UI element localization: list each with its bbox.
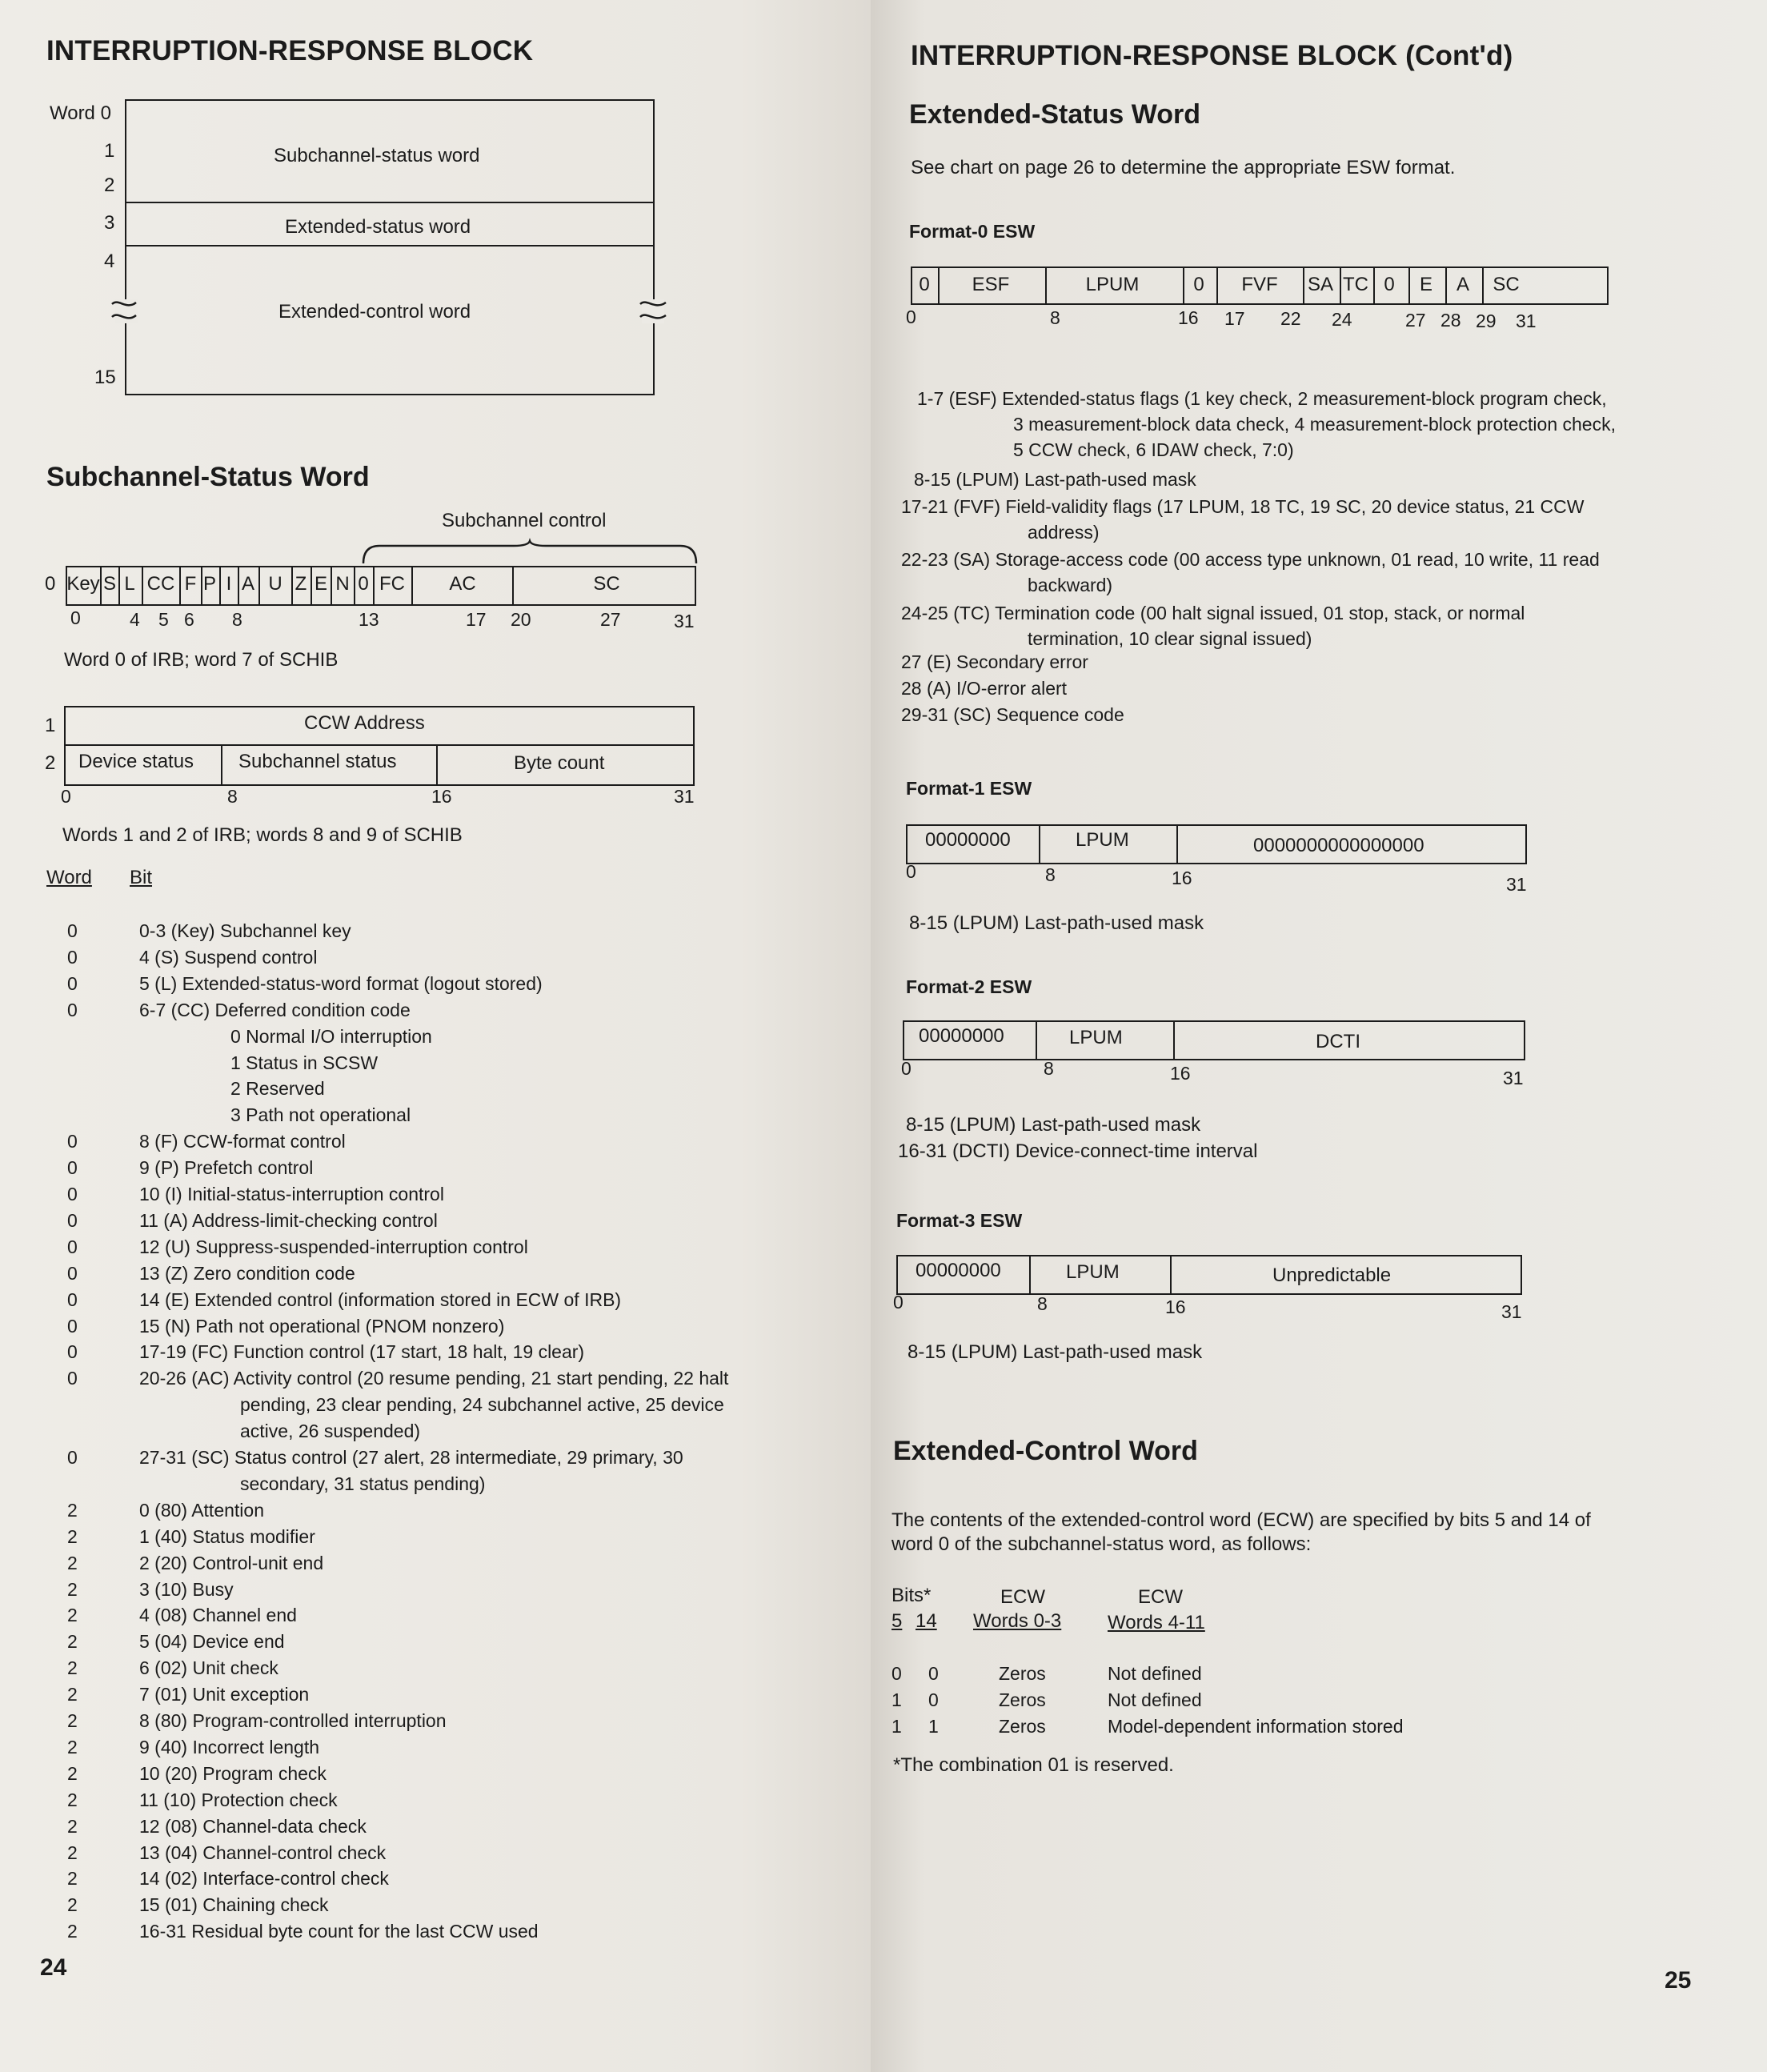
table-word: 0 bbox=[67, 1341, 78, 1363]
right-page bbox=[871, 0, 1767, 2072]
table-bit-desc: 12 (U) Suppress-suspended-interruption control bbox=[139, 1236, 528, 1257]
bit-label: 0 bbox=[906, 307, 916, 327]
table-bit-desc: 16-31 Residual byte count for the last CCW used bbox=[139, 1921, 539, 1942]
format0-desc-line: address) bbox=[1028, 522, 1100, 543]
bit-label: 0 bbox=[893, 1292, 904, 1313]
format0-desc-line: 29-31 (SC) Sequence code bbox=[901, 704, 1124, 725]
scsw-caption: Word 0 of IRB; word 7 of SCHIB bbox=[64, 649, 339, 671]
table-bit-desc: 4 (08) Channel end bbox=[139, 1605, 297, 1626]
field-divider bbox=[938, 267, 940, 305]
format1-field: 0000000000000000 bbox=[1253, 835, 1424, 856]
bit-label: 8 bbox=[1050, 307, 1060, 328]
byte-count: Byte count bbox=[514, 752, 605, 774]
ecw-words411: Not defined bbox=[1108, 1663, 1202, 1684]
bit-label: 17 bbox=[466, 609, 487, 630]
ecw-footnote: *The combination 01 is reserved. bbox=[893, 1754, 1174, 1776]
bit-label: 6 bbox=[184, 609, 194, 630]
subchannel-control-label: Subchannel control bbox=[442, 510, 607, 531]
table-word: 2 bbox=[67, 1684, 78, 1705]
table-word: 2 bbox=[67, 1762, 78, 1784]
esw-title: Extended-Status Word bbox=[909, 99, 1200, 130]
table-bit-desc: 5 (04) Device end bbox=[139, 1631, 285, 1653]
field-divider bbox=[311, 566, 312, 606]
format0-desc-line: 3 measurement-block data check, 4 measurement-block protection check, bbox=[1013, 414, 1616, 435]
table-word: 2 bbox=[67, 1499, 78, 1521]
bit-label: 31 bbox=[674, 786, 695, 807]
table-subitem: 2 Reserved bbox=[230, 1078, 325, 1100]
scsw-field: SC bbox=[593, 573, 620, 595]
field-divider bbox=[1482, 267, 1484, 305]
table-bit-desc: 20-26 (AC) Activity control (20 resume pending, 21 start pending, 22 halt bbox=[139, 1368, 729, 1389]
irb-row-scsw: Subchannel-status word bbox=[274, 145, 480, 166]
table-word: 0 bbox=[67, 1368, 78, 1389]
scsw-field: Z bbox=[294, 573, 307, 595]
bit-label: 8 bbox=[232, 609, 242, 630]
ecw-words03: Zeros bbox=[999, 1716, 1046, 1737]
ecw-bit5: 1 bbox=[892, 1716, 902, 1737]
bit-label: 5 bbox=[158, 609, 169, 630]
table-word: 0 bbox=[67, 1288, 78, 1310]
table-word: 2 bbox=[67, 1525, 78, 1547]
table-word: 2 bbox=[67, 1605, 78, 1626]
field-divider bbox=[258, 566, 260, 606]
bit-label: 8 bbox=[1045, 864, 1056, 885]
scsw-field: I bbox=[226, 573, 232, 595]
scsw-field: CC bbox=[146, 573, 175, 595]
table-subitem: 1 Status in SCSW bbox=[230, 1052, 379, 1073]
format0-desc-line: 1-7 (ESF) Extended-status flags (1 key check, 2 measurement-block program check, bbox=[917, 388, 1607, 409]
page-title: INTERRUPTION-RESPONSE BLOCK bbox=[46, 35, 534, 66]
bit-label: 0 bbox=[901, 1058, 912, 1079]
table-word: 2 bbox=[67, 1894, 78, 1916]
table-word: 0 bbox=[67, 920, 78, 941]
scsw-field: P bbox=[202, 573, 217, 595]
irb-word-number: 1 bbox=[104, 140, 115, 162]
table-bit-desc: secondary, 31 status pending) bbox=[240, 1473, 486, 1494]
field-divider bbox=[1408, 267, 1410, 305]
ecw-intro: word 0 of the subchannel-status word, as follows: bbox=[892, 1533, 1312, 1555]
ecw-intro: The contents of the extended-control word (ECW) are specified by bits 5 and 14 of bbox=[892, 1509, 1591, 1531]
field-divider bbox=[354, 566, 355, 606]
table-bit-desc: 11 (10) Protection check bbox=[139, 1789, 338, 1810]
table-bit-desc: 8 (80) Program-controlled interruption bbox=[139, 1710, 447, 1731]
bit-label: 0 bbox=[906, 861, 916, 882]
format1-field: LPUM bbox=[1076, 829, 1129, 851]
table-subitem: 3 Path not operational bbox=[230, 1104, 411, 1126]
field-divider bbox=[1216, 267, 1218, 305]
subchannel-status: Subchannel status bbox=[238, 751, 397, 772]
scsw-field: E bbox=[314, 573, 328, 595]
bit-label: 16 bbox=[1178, 307, 1199, 329]
scsw-field: S bbox=[102, 573, 117, 595]
field-divider bbox=[1373, 267, 1375, 305]
bit-label: 17 bbox=[1224, 307, 1245, 329]
table-bit-desc: 2 (20) Control-unit end bbox=[139, 1552, 324, 1573]
table-bit-desc: 1 (40) Status modifier bbox=[139, 1525, 315, 1547]
format0-field: TC bbox=[1343, 274, 1368, 295]
format0-field: SA bbox=[1307, 274, 1334, 295]
format0-field: 0 bbox=[1384, 274, 1395, 295]
esw-intro: See chart on page 26 to determine the appropriate ESW format. bbox=[911, 157, 1456, 178]
table-word: 0 bbox=[67, 1236, 78, 1257]
bit-label: 29 bbox=[1476, 310, 1497, 331]
ecw-words411: Not defined bbox=[1108, 1689, 1202, 1710]
table-word: 2 bbox=[67, 1710, 78, 1731]
format3-label: Format-3 ESW bbox=[896, 1210, 1023, 1231]
device-status: Device status bbox=[78, 751, 194, 772]
scsw-row-label: 0 bbox=[45, 573, 56, 595]
page-title: INTERRUPTION-RESPONSE BLOCK (Cont'd) bbox=[911, 40, 1513, 71]
table-word: 0 bbox=[67, 1262, 78, 1284]
irb-row-ecw: Extended-control word bbox=[278, 301, 471, 323]
brace-icon bbox=[362, 541, 698, 565]
field-divider bbox=[219, 566, 221, 606]
bit-label: 20 bbox=[511, 609, 531, 630]
table-bit-desc: 9 (40) Incorrect length bbox=[139, 1736, 320, 1757]
table-word: 2 bbox=[67, 1921, 78, 1942]
field-divider bbox=[1340, 267, 1341, 305]
format3-field: Unpredictable bbox=[1272, 1264, 1392, 1286]
field-divider bbox=[1303, 267, 1304, 305]
scsw-field: L bbox=[124, 573, 135, 595]
format2-label: Format-2 ESW bbox=[906, 976, 1032, 997]
scsw-field: A bbox=[241, 573, 255, 595]
word2-row-label: 2 bbox=[45, 752, 56, 774]
table-bit-desc: 8 (F) CCW-format control bbox=[139, 1131, 346, 1152]
bit-label: 4 bbox=[130, 609, 140, 630]
table-word: 2 bbox=[67, 1552, 78, 1573]
format0-field: SC bbox=[1493, 274, 1520, 295]
field-divider bbox=[411, 566, 413, 606]
col-header-bit: Bit bbox=[130, 867, 153, 888]
ecw-sub-14: 14 bbox=[916, 1610, 937, 1632]
ecw-head-ecw: ECW bbox=[1000, 1586, 1045, 1608]
ecw-words03: Zeros bbox=[999, 1689, 1046, 1710]
format3-desc: 8-15 (LPUM) Last-path-used mask bbox=[908, 1341, 1203, 1363]
scsw-field: U bbox=[268, 573, 282, 595]
break-mark-icon bbox=[110, 296, 142, 328]
page-number: 24 bbox=[40, 1954, 67, 1981]
format0-desc-line: termination, 10 clear signal issued) bbox=[1028, 628, 1312, 649]
table-word: 2 bbox=[67, 1815, 78, 1837]
ecw-sub-words411: Words 4-11 bbox=[1108, 1612, 1205, 1633]
table-word: 2 bbox=[67, 1868, 78, 1890]
table-bit-desc: 13 (Z) Zero condition code bbox=[139, 1262, 355, 1284]
table-bit-desc: 11 (A) Address-limit-checking control bbox=[139, 1209, 438, 1231]
table-bit-desc: 6-7 (CC) Deferred condition code bbox=[139, 999, 411, 1020]
format2-field: LPUM bbox=[1069, 1027, 1123, 1048]
format3-field: LPUM bbox=[1066, 1261, 1120, 1283]
bit-label: 31 bbox=[1501, 1301, 1522, 1322]
table-bit-desc: pending, 23 clear pending, 24 subchannel active, 25 device bbox=[240, 1394, 724, 1416]
format2-desc: 8-15 (LPUM) Last-path-used mask bbox=[906, 1114, 1201, 1136]
irb-word-number: 2 bbox=[104, 174, 115, 196]
bit-label: 31 bbox=[1506, 874, 1527, 895]
table-word: 0 bbox=[67, 1209, 78, 1231]
table-bit-desc: 12 (08) Channel-data check bbox=[139, 1815, 367, 1837]
table-bit-desc: 13 (04) Channel-control check bbox=[139, 1842, 387, 1863]
format1-field: 00000000 bbox=[925, 829, 1011, 851]
format2-field: 00000000 bbox=[919, 1025, 1004, 1047]
field-divider bbox=[291, 566, 293, 606]
format0-field: ESF bbox=[972, 274, 1010, 295]
format0-field: FVF bbox=[1241, 274, 1278, 295]
table-word: 0 bbox=[67, 946, 78, 968]
bit-label: 13 bbox=[359, 609, 379, 630]
table-bit-desc: 4 (S) Suspend control bbox=[139, 946, 318, 968]
table-bit-desc: 7 (01) Unit exception bbox=[139, 1684, 310, 1705]
format0-field: A bbox=[1456, 274, 1470, 295]
table-word: 0 bbox=[67, 1157, 78, 1179]
bit-label: 31 bbox=[1503, 1068, 1524, 1088]
break-mark-icon bbox=[637, 296, 669, 328]
table-bit-desc: 9 (P) Prefetch control bbox=[139, 1157, 314, 1179]
bit-label: 16 bbox=[431, 786, 452, 807]
table-bit-desc: 3 (10) Busy bbox=[139, 1578, 234, 1600]
table-bit-desc: 10 (20) Program check bbox=[139, 1762, 327, 1784]
table-bit-desc: active, 26 suspended) bbox=[240, 1421, 421, 1442]
scsw-field: N bbox=[335, 573, 350, 595]
table-word: 0 bbox=[67, 999, 78, 1020]
bit-label: 8 bbox=[1037, 1293, 1048, 1314]
ecw-bit14: 0 bbox=[928, 1689, 939, 1710]
field-divider bbox=[201, 566, 202, 606]
scsw-field: Key bbox=[66, 573, 100, 595]
col-header-word: Word bbox=[46, 867, 92, 888]
table-word: 0 bbox=[67, 1184, 78, 1204]
table-bit-desc: 0-3 (Key) Subchannel key bbox=[139, 920, 351, 941]
table-word: 0 bbox=[67, 972, 78, 994]
format1-desc: 8-15 (LPUM) Last-path-used mask bbox=[909, 912, 1204, 934]
scsw-field: 0 bbox=[358, 573, 369, 595]
table-word: 0 bbox=[67, 1315, 78, 1337]
format0-desc-line: 8-15 (LPUM) Last-path-used mask bbox=[914, 469, 1196, 490]
table-word: 2 bbox=[67, 1631, 78, 1653]
field-divider bbox=[1445, 267, 1447, 305]
format0-desc-line: 24-25 (TC) Termination code (00 halt signal issued, 01 stop, stack, or normal bbox=[901, 603, 1525, 623]
ccw-address: CCW Address bbox=[304, 712, 425, 734]
format0-desc-line: backward) bbox=[1028, 575, 1113, 595]
ecw-words411: Model-dependent information stored bbox=[1108, 1716, 1404, 1737]
field-divider bbox=[512, 566, 514, 606]
ecw-bit5: 1 bbox=[892, 1689, 902, 1710]
words12-caption: Words 1 and 2 of IRB; words 8 and 9 of SCHIB bbox=[62, 824, 463, 846]
table-bit-desc: 27-31 (SC) Status control (27 alert, 28 intermediate, 29 primary, 30 bbox=[139, 1447, 683, 1468]
ecw-head-bits: Bits* bbox=[892, 1585, 932, 1606]
irb-word-number: 4 bbox=[104, 250, 115, 272]
scsw-title: Subchannel-Status Word bbox=[46, 462, 370, 492]
table-bit-desc: 0 (80) Attention bbox=[139, 1499, 264, 1521]
field-divider bbox=[142, 566, 143, 606]
ecw-bit14: 1 bbox=[928, 1716, 939, 1737]
field-divider bbox=[331, 566, 332, 606]
bit-label: 27 bbox=[1405, 309, 1426, 331]
field-divider bbox=[238, 566, 239, 606]
ecw-bit5: 0 bbox=[892, 1663, 902, 1684]
table-word: 2 bbox=[67, 1657, 78, 1679]
format0-field: 0 bbox=[919, 274, 930, 295]
table-bit-desc: 6 (02) Unit check bbox=[139, 1657, 278, 1679]
bit-label: 0 bbox=[61, 786, 71, 807]
ecw-words03: Zeros bbox=[999, 1663, 1046, 1684]
ecw-head-ecw: ECW bbox=[1138, 1586, 1183, 1608]
table-word: 2 bbox=[67, 1736, 78, 1757]
field-divider bbox=[179, 566, 181, 606]
table-bit-desc: 17-19 (FC) Function control (17 start, 18 halt, 19 clear) bbox=[139, 1341, 585, 1363]
format3-field: 00000000 bbox=[916, 1260, 1001, 1281]
bit-label: 16 bbox=[1172, 868, 1192, 888]
table-bit-desc: 10 (I) Initial-status-interruption control bbox=[139, 1184, 444, 1204]
bit-label: 22 bbox=[1280, 308, 1301, 330]
scsw-field: FC bbox=[379, 573, 405, 595]
bit-label: 31 bbox=[1516, 311, 1537, 332]
field-divider bbox=[1183, 267, 1184, 305]
bit-label: 27 bbox=[600, 609, 621, 630]
left-page bbox=[0, 0, 871, 2072]
field-divider bbox=[118, 566, 120, 606]
format2-field: DCTI bbox=[1316, 1031, 1360, 1052]
bit-label: 8 bbox=[1044, 1058, 1054, 1079]
table-bit-desc: 5 (L) Extended-status-word format (logout stored) bbox=[139, 972, 543, 994]
format0-desc-line: 5 CCW check, 6 IDAW check, 7:0) bbox=[1013, 439, 1294, 460]
scsw-field: F bbox=[184, 573, 197, 595]
format1-label: Format-1 ESW bbox=[906, 778, 1032, 799]
bit-label: 8 bbox=[227, 786, 238, 807]
table-bit-desc: 14 (E) Extended control (information stored in ECW of IRB) bbox=[139, 1288, 622, 1310]
ecw-title: Extended-Control Word bbox=[893, 1436, 1198, 1466]
table-bit-desc: 15 (N) Path not operational (PNOM nonzero) bbox=[139, 1315, 505, 1337]
bit-label: 28 bbox=[1440, 310, 1461, 331]
format0-field: E bbox=[1419, 274, 1433, 295]
table-bit-desc: 15 (01) Chaining check bbox=[139, 1894, 329, 1916]
bit-label: 0 bbox=[70, 607, 81, 628]
bit-label: 16 bbox=[1170, 1063, 1191, 1084]
field-divider bbox=[373, 566, 375, 606]
bit-label: 16 bbox=[1165, 1297, 1186, 1317]
table-subitem: 0 Normal I/O interruption bbox=[230, 1025, 432, 1047]
table-word: 2 bbox=[67, 1578, 78, 1600]
format0-desc-line: 27 (E) Secondary error bbox=[901, 651, 1088, 672]
ecw-bit14: 0 bbox=[928, 1663, 939, 1684]
irb-row-esw: Extended-status word bbox=[285, 216, 471, 238]
table-word: 2 bbox=[67, 1842, 78, 1863]
field-divider bbox=[1045, 267, 1047, 305]
format0-desc-line: 22-23 (SA) Storage-access code (00 access type unknown, 01 read, 10 write, 11 read bbox=[901, 549, 1600, 570]
scsw-field: AC bbox=[449, 573, 476, 595]
table-word: 0 bbox=[67, 1131, 78, 1152]
format0-field: LPUM bbox=[1085, 274, 1140, 295]
page-number: 25 bbox=[1665, 1967, 1692, 1994]
bit-label: 24 bbox=[1332, 309, 1352, 330]
irb-word-number: 15 bbox=[94, 367, 116, 388]
format0-desc-line: 28 (A) I/O-error alert bbox=[901, 678, 1068, 699]
table-word: 0 bbox=[67, 1447, 78, 1468]
format0-field: 0 bbox=[1193, 274, 1204, 295]
irb-word-number: 3 bbox=[104, 212, 115, 234]
table-word: 2 bbox=[67, 1789, 78, 1810]
format2-desc: 16-31 (DCTI) Device-connect-time interval bbox=[898, 1140, 1258, 1162]
format0-label: Format-0 ESW bbox=[909, 221, 1036, 242]
ecw-sub-5: 5 bbox=[892, 1610, 903, 1632]
table-bit-desc: 14 (02) Interface-control check bbox=[139, 1868, 389, 1890]
ecw-sub-words03: Words 0-3 bbox=[973, 1610, 1062, 1632]
bit-label: 31 bbox=[674, 611, 695, 631]
field-divider bbox=[100, 566, 102, 606]
format0-desc-line: 17-21 (FVF) Field-validity flags (17 LPUM, 18 TC, 19 SC, 20 device status, 21 CCW bbox=[901, 496, 1585, 517]
word1-row-label: 1 bbox=[45, 715, 56, 736]
irb-word-label: Word 0 bbox=[50, 102, 111, 124]
